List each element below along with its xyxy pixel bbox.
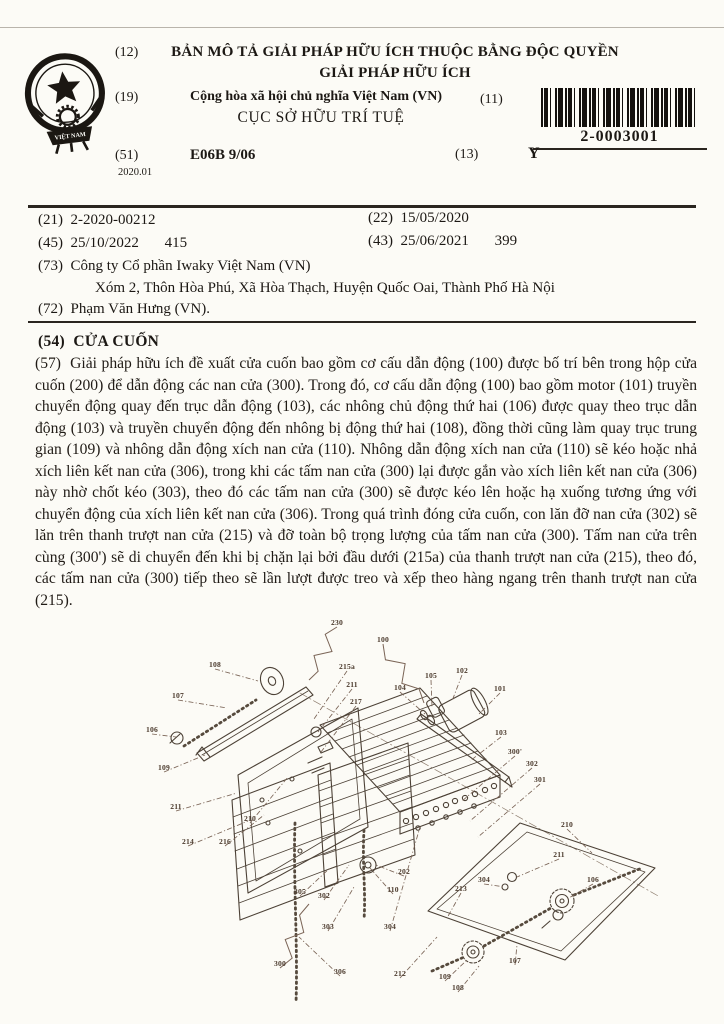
figure-ref-label: 217	[350, 697, 362, 706]
figure-ref-label: 213	[455, 884, 467, 893]
figure-leader-line	[567, 884, 593, 899]
kind-code-value: Y	[528, 145, 540, 162]
figure-ref-label: 108	[452, 983, 464, 992]
figure-leader-line	[309, 627, 337, 680]
application-number: 2-2020-00212	[70, 212, 156, 228]
country-name: Cộng hòa xã hội chủ nghĩa Việt Nam (VN)	[190, 89, 443, 104]
barcode-icon	[541, 88, 698, 127]
abstract-paragraph	[35, 353, 697, 611]
invention-title: CỬA CUỐN	[73, 333, 160, 350]
figure-ref-label: 110	[387, 885, 399, 894]
figure-ref-label: 304	[478, 875, 490, 884]
grant-date-row	[38, 235, 187, 252]
vietnam-emblem-icon	[22, 38, 110, 166]
figure-ref-label: 301	[534, 775, 546, 784]
figure-ref-label: 106	[146, 725, 158, 734]
link-chain-306-left	[295, 823, 297, 1003]
owner-address: Xóm 2, Thôn Hòa Phú, Xã Hòa Thạch, Huyện Quốc Oai, Thành Phố Hà Nội	[95, 280, 555, 296]
figure-leader-line	[517, 859, 559, 877]
ipc-version: 2020.01	[118, 167, 153, 178]
figure-ref-label: 212	[394, 969, 406, 978]
figure-leader-line	[447, 893, 461, 918]
figure-ref-label: 214	[182, 837, 194, 846]
slide-rail-215	[170, 664, 313, 761]
owner-name: Công ty Cổ phần Iwaky Việt Nam (VN)	[70, 258, 311, 274]
figure-ref-label: 306	[334, 967, 346, 976]
invention-title-row	[38, 333, 159, 351]
field-code-45: (45)	[38, 235, 63, 251]
figure-leader-line	[164, 755, 205, 772]
application-number-row	[38, 212, 156, 229]
figure-ref-label: 107	[509, 956, 521, 965]
figure-ref-label: 211	[553, 850, 565, 859]
slat-stack-300	[320, 688, 500, 834]
doc-type-line2: GIẢI PHÁP HỮU ÍCH	[319, 65, 471, 81]
figure-ref-label: 101	[494, 684, 506, 693]
inventor-row	[38, 301, 210, 318]
figure-ref-label: 104	[394, 683, 406, 692]
publication-gazette-number: 399	[494, 233, 518, 249]
figure-ref-label: 302	[526, 759, 538, 768]
field-code-12: (12)	[115, 45, 139, 60]
field-code-21: (21)	[38, 212, 63, 228]
filing-date-row	[368, 210, 469, 227]
scan-edge-line	[0, 27, 724, 28]
field-code-22: (22)	[368, 210, 393, 226]
figure-ref-label: 230	[331, 618, 343, 627]
field-code-51: (51)	[115, 148, 139, 163]
doc-type-title	[160, 42, 630, 84]
figure-ref-label: 210	[561, 820, 573, 829]
figure-ref-label: 108	[209, 660, 221, 669]
doc-type-line1: BẢN MÔ TẢ GIẢI PHÁP HỮU ÍCH THUỘC BẰNG ĐỘC QUYỀN	[171, 44, 619, 60]
figure-ref-label: 105	[425, 671, 437, 680]
barcode-underline	[533, 148, 707, 150]
figure-ref-label: 103	[495, 728, 507, 737]
sprocket-110	[360, 857, 376, 873]
figure-ref-label: 303	[322, 922, 334, 931]
figure-ref-label: 100	[377, 635, 389, 644]
figure-leader-line	[176, 793, 237, 811]
field-code-43: (43)	[368, 233, 393, 249]
link-chain-306-right	[363, 830, 364, 920]
figure-leader-line	[188, 821, 248, 846]
figure-ref-label: 202	[398, 867, 410, 876]
figure-ref-label: 215a	[339, 662, 355, 671]
grant-gazette-number: 415	[164, 235, 188, 251]
filing-date: 15/05/2020	[400, 210, 469, 226]
figure-ref-label: 304	[384, 922, 396, 931]
figure-ref-label: 211	[346, 680, 358, 689]
figure-leader-line	[178, 700, 227, 708]
abstract-text: Giải pháp hữu ích đề xuất cửa cuốn bao gồm cơ cấu dẫn động (100) được bố trí bên trong hộp cửa cuốn (200) để dẫn động các nan cửa (300). Trong đó, cơ cấu dẫn động (100) bao gồm motor (101) truyền chuyển động quay đến trục dẫn động (103), các nhông chủ động thứ hai (106) được quay theo trục dẫn động (103) và truyền chuyển động đến nhông bị động thứ hai (108), đồng thời cũng làm quay trục trung gian (109) và nhông dẫn động xích nan cửa (110). Nhông dẫn động xích nan cửa (110) sẽ kéo hoặc nhả xích liên kết nan cửa (306), trong khi các tấm nan cửa (300) lại được gắn vào xích liên kết nan cửa (306) này nhờ chốt kéo (303), theo đó các tấm nan cửa (300) sẽ được kéo lên hoặc hạ xuống tương ứng với chuyển động của xích liên kết nan cửa (306). Trong quá trình đóng cửa cuốn, con lăn đỡ nan cửa (302) sẽ lăn trên thanh trượt nan cửa (215) và đỡ toàn bộ trọng lượng của tấm nan cửa (300). Tấm nan cửa trên cùng (300') sẽ di chuyển đến khi bị chặn lại bởi đầu dưới (215a) của thanh trượt nan cửa (215), theo đó, các tấm nan cửa (300) tiếp theo sẽ lần lượt được treo và xếp theo hàng ngang trên thanh trượt nan cửa (215).	[35, 355, 697, 609]
figure-leader-line	[215, 669, 258, 681]
figure-leader-line	[470, 737, 501, 761]
field-code-73: (73)	[38, 258, 63, 274]
publication-date-row	[368, 233, 517, 250]
publication-date: 25/06/2021	[400, 233, 469, 249]
figure-ref-label: 300	[274, 959, 286, 968]
grant-date: 25/10/2022	[70, 235, 139, 251]
field-code-13: (13)	[455, 147, 479, 162]
inventor-name: Phạm Văn Hưng (VN).	[70, 301, 211, 317]
figure-ref-label: 102	[456, 666, 468, 675]
separator-rule-top	[28, 205, 696, 208]
field-code-19: (19)	[115, 90, 139, 105]
figure-ref-label: 109	[439, 972, 451, 981]
publication-number: 2-0003001	[580, 128, 659, 145]
field-code-11: (11)	[480, 92, 503, 107]
field-code-54: (54)	[38, 333, 66, 350]
figure-ref-label: 216	[219, 837, 231, 846]
figure-ref-label: 302	[318, 891, 330, 900]
field-code-72: (72)	[38, 301, 63, 317]
separator-rule-bottom	[28, 321, 696, 323]
figure-ref-label: 305	[294, 887, 306, 896]
owner-row	[38, 258, 311, 275]
figure-leader-line	[314, 671, 347, 719]
figure-leader-line	[478, 693, 500, 715]
figure-leader-line	[431, 680, 432, 707]
figure-ref-label: 106	[587, 875, 599, 884]
figure-ref-label: 210	[244, 814, 256, 823]
figure-ref-label: 107	[172, 691, 184, 700]
figure-ref-label: 109	[158, 763, 170, 772]
figure-ref-label: 300'	[507, 747, 523, 756]
figure-ref-label: 211	[170, 802, 182, 811]
field-code-57: (57)	[35, 355, 61, 372]
emblem-banner-text: VIỆT NAM	[54, 131, 87, 142]
office-name: CỤC SỞ HỮU TRÍ TUỆ	[237, 109, 405, 126]
figure-drawing	[0, 615, 724, 1024]
motor-101	[426, 686, 492, 734]
ipc-classification: E06B 9/06	[190, 147, 256, 163]
